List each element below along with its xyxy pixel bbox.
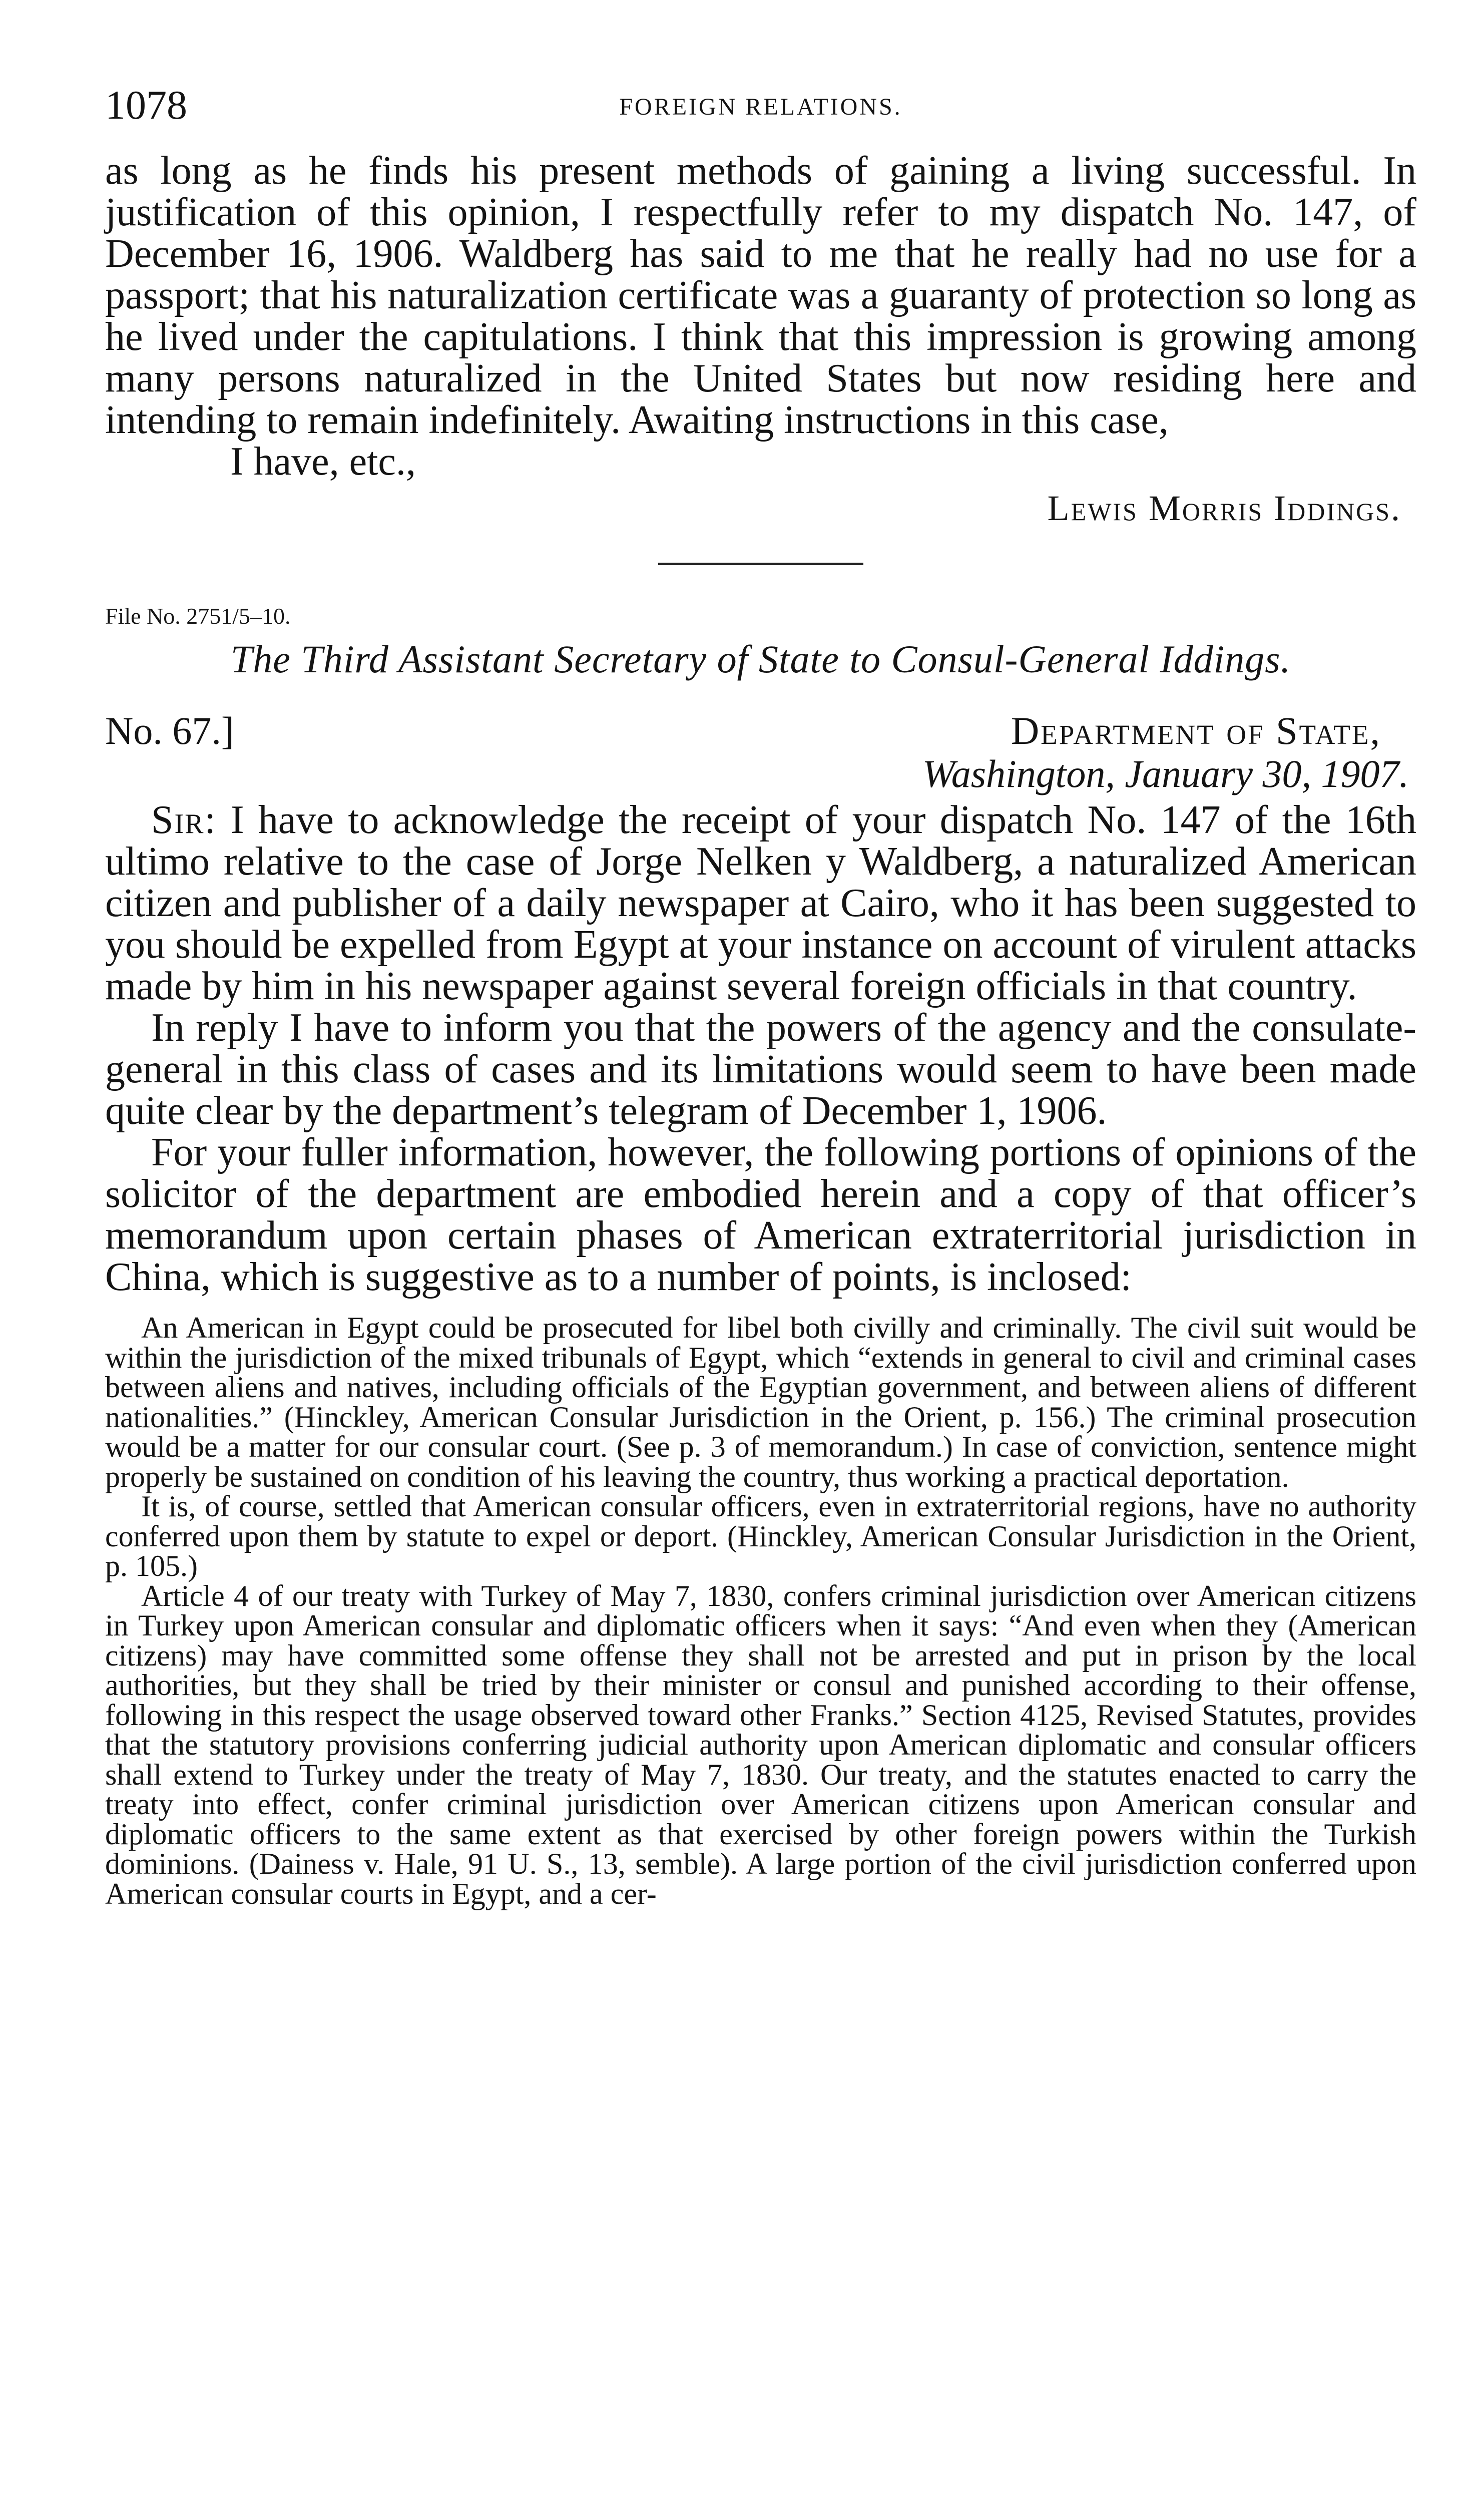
quoted-paragraph-3: Article 4 of our treaty with Turkey of May 7, 1830, confers criminal jurisdiction over American citizens in Turkey upon American consular and diplomatic officers when it says: “And even when they (American citizens) may have committed some offense they shall not be arrested and put in prison by the local authorities, but they shall be tried by their minister or consul and punished according to their offense, following in this respect the usage observed toward other Franks.” Section 4125, Revised Statutes, provides that the statutory provisions conferring judicial authority upon American diplomatic and consular officers shall extend to Turkey under the treaty of May 7, 1830. Our treaty, and the statutes enacted to carry the treaty into effect, confer criminal jurisdiction over American citizens upon American consular and diplomatic officers to the same extent as that exercised by other foreign powers within the Turkish dominions. (Dainess v. Hale, 91 U. S., 13, semble). A large portion of the civil jurisdiction conferred upon American consular courts in Egypt, and a cer- bbox=[105, 1579, 1416, 1910]
quoted-paragraph-2: It is, of course, settled that American consular officers, even in extraterritorial regions, have no authority conferred upon them by statute to expel or deport. (Hinckley, American Consular Jurisdiction in the Orient, p. 105.) bbox=[105, 1490, 1416, 1582]
letter1-body: as long as he finds his present methods of gaining a living successful. In justification of this opinion, I respectfully refer to my dispatch No. 147, of December 16, 1906. Waldberg has said to me that he really had no use for a passport; that his naturalization certificate was a guaranty of protection so long as he lived under the capitulations. I think that this impression is growing among many persons naturalized in the United States but now residing here and intending to remain indefinitely. Awaiting instructions in this case, bbox=[105, 149, 1416, 442]
quoted-paragraph-1: An American in Egypt could be prosecuted for libel both civilly and criminally. The civil suit would be within the jurisdiction of the mixed tribunals of Egypt, which “extends in general to civil and criminal cases between aliens and natives, including officials of the Egyptian government, and between aliens of different nationalities.” (Hinckley, American Consular Jurisdiction in the Orient, p. 156.) The criminal prosecution would be a matter for our consular court. (See p. 3 of memorandum.) In case of conviction, sentence might properly be sustained on condition of his leaving the country, thus working a practical deportation. bbox=[105, 1311, 1416, 1493]
running-title: FOREIGN RELATIONS. bbox=[619, 94, 902, 120]
department-name: Department of State, bbox=[1011, 709, 1381, 752]
section-divider bbox=[658, 563, 863, 565]
letter1-closing: I have, etc., bbox=[230, 440, 416, 484]
page-number: 1078 bbox=[105, 82, 187, 128]
letter2-paragraph-1 bbox=[105, 799, 1416, 1007]
document-page bbox=[105, 80, 1416, 1909]
letter2-heading: The Third Assistant Secretary of State to Consul-General Iddings. bbox=[230, 637, 1291, 681]
running-header bbox=[105, 80, 1416, 140]
letter2-paragraph-3: For your fuller information, however, the following portions of opinions of the solicitor of the department are embodied herein and a copy of that officer’s memorandum upon certain phases of American extraterritorial jurisdiction in China, which is suggestive as to a number of points, is inclosed: bbox=[105, 1130, 1416, 1299]
letter2-paragraph-2: In reply I have to inform you that the powers of the agency and the consulate-general in this class of cases and its limitations would seem to have been made quite clear by the department’s telegram of December 1, 1906. bbox=[105, 1006, 1416, 1133]
salutation: Sir: bbox=[151, 798, 217, 842]
letter1-signature: Lewis Morris Iddings. bbox=[1047, 488, 1401, 528]
dispatch-number: No. 67.] bbox=[105, 709, 234, 752]
paragraph-1-text: I have to acknowledge the receipt of your dispatch No. 147 of the 16th ultimo relative to the case of Jorge Nelken y Waldberg, a naturalized American citizen and publisher of a daily newspaper at Cairo, who it has been suggested to you should be expelled from Egypt at your instance on account of virulent attacks made by him in his newspaper against several foreign officials in that country. bbox=[105, 798, 1417, 1008]
place-and-date: Washington, January 30, 1907. bbox=[922, 752, 1409, 795]
dateline bbox=[105, 709, 1416, 799]
file-number: File No. 2751/5–10. bbox=[105, 603, 291, 629]
